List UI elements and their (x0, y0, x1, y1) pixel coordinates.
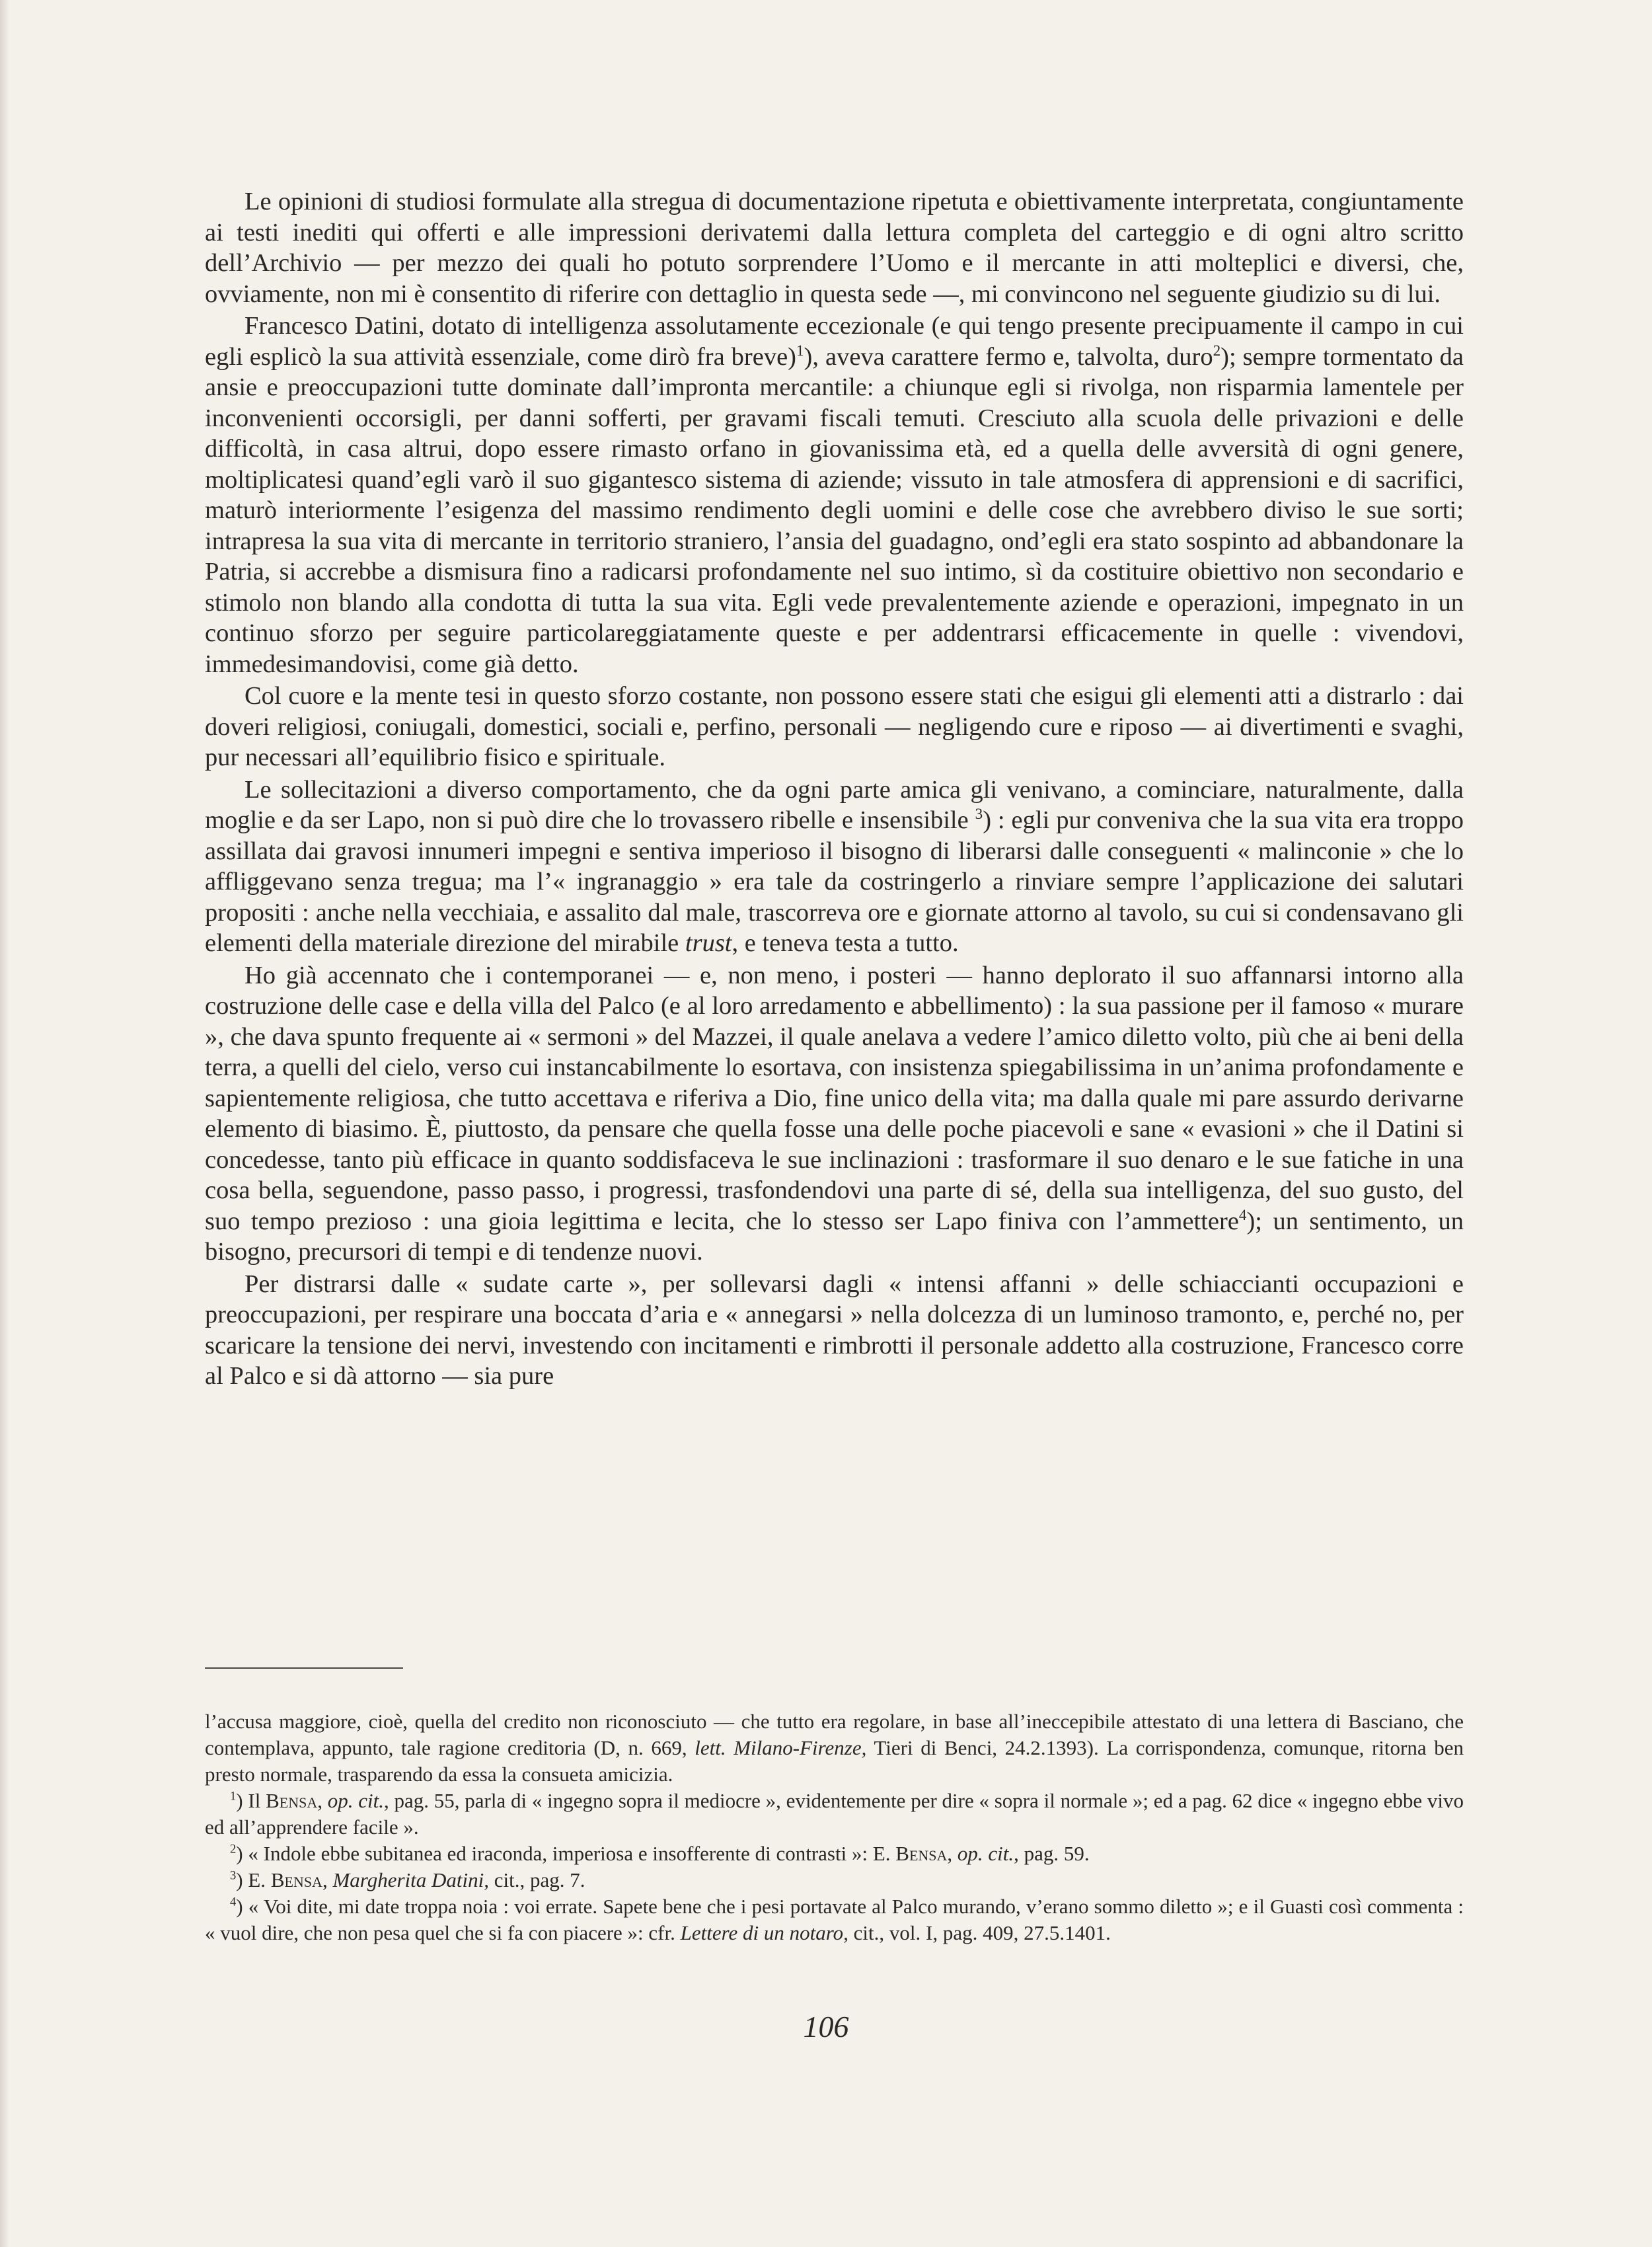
paragraph-2-text-a: Francesco Datini, dotato di intelligenza assolutamente eccezionale (e qui tengo presente precipuamente il campo in cui egli esplicò la sua attività essenziale, come dirò fra breve) (205, 312, 1464, 371)
footnote-1 (205, 1788, 1464, 1841)
paragraph-2 (205, 311, 1464, 679)
paragraph-2-text-b: ), aveva carattere fermo e, talvolta, duro (804, 342, 1213, 371)
footnote-ref-2: 2 (1213, 341, 1221, 359)
page-number: 106 (803, 2010, 849, 2043)
paragraph-4-text-b: ) : egli pur conveniva che la sua vita era troppo assillata dai gravosi innumeri impegni e sentiva imperioso il bisogno di liberarsi dalle conseguenti « malinconie » che lo affliggevano senza tregua; ma l’« ingranaggio » era tale da costringerlo a rinviare sempre l’applicazione dei salutari propositi : anche nella vecchiaia, e assalito dal male, trascorreva ore e giornate attorno al tavolo, su cui si condensavano gli elementi della materiale direzione del mirabile (205, 806, 1464, 957)
footnote-4-marker: 4 (230, 1895, 237, 1909)
footnote-1-marker: 1 (230, 1789, 237, 1804)
footnote-4-text-a: ) « Voi dite, mi date troppa noia : voi errate. Sapete bene che i pesi portavate al Palco murando, v’erano sommo diletto »; e il Guasti così commenta : « vuol dire, che non pesa quel che si fa con piacere »: cfr. (205, 1895, 1464, 1944)
footnote-4-title: Lettere di un notaro, (680, 1921, 848, 1944)
footnote-3-text-a: ) E. (236, 1868, 271, 1891)
footnote-1-opcit: op. cit. (327, 1789, 384, 1812)
footnote-ref-4: 4 (1238, 1205, 1247, 1223)
main-text (205, 186, 1464, 1392)
paragraph-6-text: Per distrarsi dalle « sudate carte », per sollevarsi dagli « intensi affanni » delle schiaccianti occupazioni e preoccupazioni, per respirare una boccata d’aria e « annegarsi » nella dolcezza di un luminoso tramonto, e, perché no, per scaricare la tensione dei nervi, investendo con incitamenti e rimbrotti il personale addetto alla costruzione, Francesco corre al Palco e si dà attorno — sia pure (205, 1270, 1464, 1390)
paragraph-6 (205, 1269, 1464, 1392)
footnote-3-text-c: cit., pag. 7. (488, 1868, 585, 1891)
footnote-ref-1: 1 (796, 341, 804, 359)
footnote-1-text-c: , pag. 55, parla di « ingegno sopra il mediocre », evidentemente per dire « sopra il normale »; ed a pag. 62 dice « ingegno ebbe vivo ed all’apprendere facile ». (205, 1789, 1464, 1839)
footnote-2 (205, 1841, 1464, 1867)
footnote-3-author: Bensa (270, 1868, 322, 1891)
footnote-2-author: Bensa (895, 1842, 948, 1865)
paragraph-4-text-a: Le sollecitazioni a diverso comportamento, che da ogni parte amica gli venivano, a cominciare, naturalmente, dalla moglie e da ser Lapo, non si può dire che lo trovassero ribelle e insensibile (205, 775, 1464, 834)
footnote-3-marker: 3 (230, 1868, 237, 1883)
paragraph-3-text: Col cuore e la mente tesi in questo sforzo costante, non possono essere stati che esigui gli elementi atti a distrarlo : dai doveri religiosi, coniugali, domestici, sociali e, perfino, personali — negligendo cure e riposo — ai divertimenti e svaghi, pur necessari all’equilibrio fisico e spirituale. (205, 682, 1464, 771)
footnote-2-text-c: , pag. 59. (1014, 1842, 1090, 1865)
footnote-continuation-text-a: l’accusa maggiore, cioè, quella del credito non riconosciuto — che tutto era regolare, in base all’ineccepibile attestato di una lettera di Basciano, che contemplava, appunto, tale ragione creditoria (D, n. 669, (205, 1710, 1464, 1759)
footnotes (205, 1708, 1464, 1946)
paragraph-1-text: Le opinioni di studiosi formulate alla stregua di documentazione ripetuta e obiettivamente interpretata, congiuntamente ai testi inediti qui offerti e alle impressioni derivatemi dalla lettura completa del carteggio e di ogni altro scritto dell’Archivio — per mezzo dei quali ho potuto sorprendere l’Uomo e il mercante in atti molteplici e diversi, che, ovviamente, non mi è consentito di riferire con dettaglio in questa sede —, mi convincono nel seguente giudizio su di lui. (205, 188, 1464, 308)
paragraph-4-text-c: , e teneva testa a tutto. (732, 929, 959, 957)
paragraph-4 (205, 775, 1464, 959)
binding-shadow (0, 0, 9, 2247)
paragraph-5 (205, 960, 1464, 1268)
paragraph-1 (205, 186, 1464, 309)
footnote-divider (205, 1667, 403, 1669)
footnote-4 (205, 1893, 1464, 1946)
paragraph-5-text-a: Ho già accennato che i contemporanei — e, non meno, i posteri — hanno deplorato il suo affannarsi intorno alla costruzione delle case e della villa del Palco (e al loro arredamento e abbellimento) : la sua passione per il famoso « murare », che dava spunto frequente ai « sermoni » del Mazzei, il quale anelava a vedere l’amico diletto volto, più che ai beni della terra, a quelli del cielo, verso cui instancabilmente lo esortava, con insistenza spiegabilissima in un’anima profondamente e sapientemente religiosa, che tutto accettava e riferiva a Dio, fine unico della vita; ma dalla quale mi pare assurdo derivarne elemento di biasimo. È, piuttosto, da pensare che quella fosse una delle poche piacevoli e sane « evasioni » che il Datini si concedesse, tanto più efficace in quanto soddisfaceva le sue inclinazioni : trasformare il suo denaro e le sue fatiche in una cosa bella, seguendone, passo passo, i progressi, trasfondendovi una parte di sé, della sua intelligenza, del suo gusto, del suo tempo prezioso : una gioia legittima e lecita, che lo stesso ser Lapo finiva con l’ammettere (205, 961, 1464, 1235)
italic-trust: trust (685, 929, 732, 957)
footnote-3-sep: , (322, 1868, 333, 1891)
footnote-4-text-b: cit., vol. I, pag. 409, 27.5.1401. (848, 1921, 1111, 1944)
footnote-2-marker: 2 (230, 1842, 237, 1856)
paragraph-5-text-b: ); un sentimento, un bisogno, precursori di tempi e di tendenze nuovi. (205, 1207, 1464, 1266)
paragraph-2-text-c: ); sempre tormentato da ansie e preoccupazioni tutte dominate dall’impronta mercantile: a chiunque egli si rivolga, non risparmia lamentele per inconvenienti occorsigli, per danni sofferti, per gravami fiscali temuti. Cresciuto alla scuola delle privazioni e delle difficoltà, in casa altrui, dopo essere rimasto orfano in giovanissima età, ed a quella delle avversità di ogni genere, moltiplicatesi quand’egli varò il suo gigantesco sistema di aziende; vissuto in tale atmosfera di apprensioni e di sacrifici, maturò interiormente l’esigenza del massimo rendimento degli uomini e delle cose che avrebbero diviso le sue sorti; intrapresa la sua vita di mercante in territorio straniero, l’ansia del guadagno, ond’egli era stato sospinto ad abbandonare la Patria, si accrebbe a dismisura fino a radicarsi profondamente nel suo intimo, sì da costituire obiettivo non secondario e stimolo non blando alla condotta di tutta la sua vita. Egli vede prevalentemente aziende e operazioni, impegnato in un continuo sforzo per seguire particolareggiatamente queste e per addentrarsi efficacemente in quelle : vivendovi, immedesimandovisi, come già detto. (205, 342, 1464, 678)
footnote-2-opcit: op. cit. (957, 1842, 1014, 1865)
footnote-continuation (205, 1708, 1464, 1788)
footnote-3-title: Margherita Datini, (332, 1868, 489, 1891)
footnote-continuation-italic: lett. Milano-Firenze, (695, 1736, 867, 1759)
footnote-2-sep: , (947, 1842, 957, 1865)
footnote-ref-3: 3 (975, 805, 983, 823)
paragraph-3 (205, 681, 1464, 773)
footnote-1-text-a: ) Il (236, 1789, 266, 1812)
footnote-1-sep: , (317, 1789, 328, 1812)
footnote-2-text-a: ) « Indole ebbe subitanea ed iraconda, imperiosa e insofferente di contrasti »: E. (236, 1842, 896, 1865)
footnote-continuation-text-b: Tieri di Benci, 24.2.1393). La corrispondenza, comunque, ritorna ben presto normale, trasparendo da essa la consueta amicizia. (205, 1736, 1464, 1786)
footnote-3 (205, 1867, 1464, 1893)
footnote-1-author: Bensa (266, 1789, 318, 1812)
